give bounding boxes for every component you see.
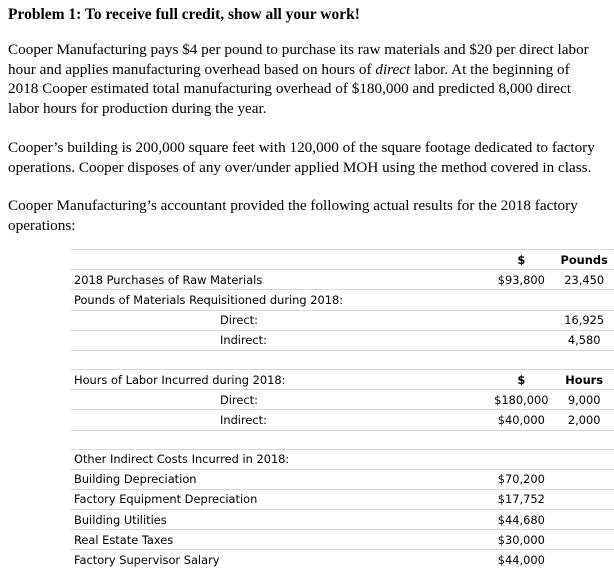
paragraph-line: Cooper Manufacturing pays $4 per pound to purchase its raw materials and $20 per direct labor [8, 41, 589, 58]
paragraph-actuals [8, 196, 608, 235]
dollars-header: $ [488, 250, 554, 270]
table-row: Hours of Labor Incurred during 2018: $ Hours [70, 369, 614, 389]
paragraph-line: operations. Cooper disposes of any over/under applied MOH using the method covered in class. [8, 158, 592, 176]
paragraph-line: Cooper Manufacturing’s accountant provided the following actual results for the 2018 factory [8, 197, 578, 214]
table-row: Real Estate Taxes $30,000 [70, 530, 614, 550]
table-row: 2018 Purchases of Raw Materials $93,800 23,450 [70, 270, 614, 290]
paragraph-line: operations: [8, 216, 76, 234]
table-row: Direct: 16,925 [70, 310, 614, 330]
table-row [70, 350, 614, 369]
paragraph-line: Cooper’s building is 200,000 square feet with 120,000 of the square footage dedicated to factory [8, 139, 595, 156]
table-row: Direct: $180,000 9,000 [70, 390, 614, 410]
table-row: Building Utilities $44,680 [70, 510, 614, 530]
table-row: Other Indirect Costs Incurred in 2018: [70, 449, 614, 469]
table-row: Factory Equipment Depreciation $17,752 [70, 489, 614, 509]
paragraph-line: hour and applies manufacturing overhead based on hours of direct labor. At the beginning of [8, 60, 570, 78]
paragraph-costs [8, 40, 608, 118]
table-row: Indirect: 4,580 [70, 330, 614, 350]
pounds-header: Pounds [554, 250, 614, 270]
problem-title: Problem 1: To receive full credit, show all your work! [8, 6, 360, 23]
paragraph-line: labor hours for production during the year. [8, 99, 267, 117]
table-row [70, 430, 614, 449]
table-row [70, 250, 614, 270]
paragraph-building [8, 138, 608, 177]
actual-results-table [70, 249, 614, 570]
emphasis-direct: direct [375, 60, 411, 78]
paragraph-line: 2018 Cooper estimated total manufacturing overhead of $180,000 and predicted 8,000 direct [8, 80, 572, 98]
table-row: Building Depreciation $70,200 [70, 469, 614, 489]
table-row: Factory Supervisor Salary $44,000 [70, 550, 614, 570]
table-row: Indirect: $40,000 2,000 [70, 410, 614, 430]
table-row: Pounds of Materials Requisitioned during 2018: [70, 290, 614, 310]
